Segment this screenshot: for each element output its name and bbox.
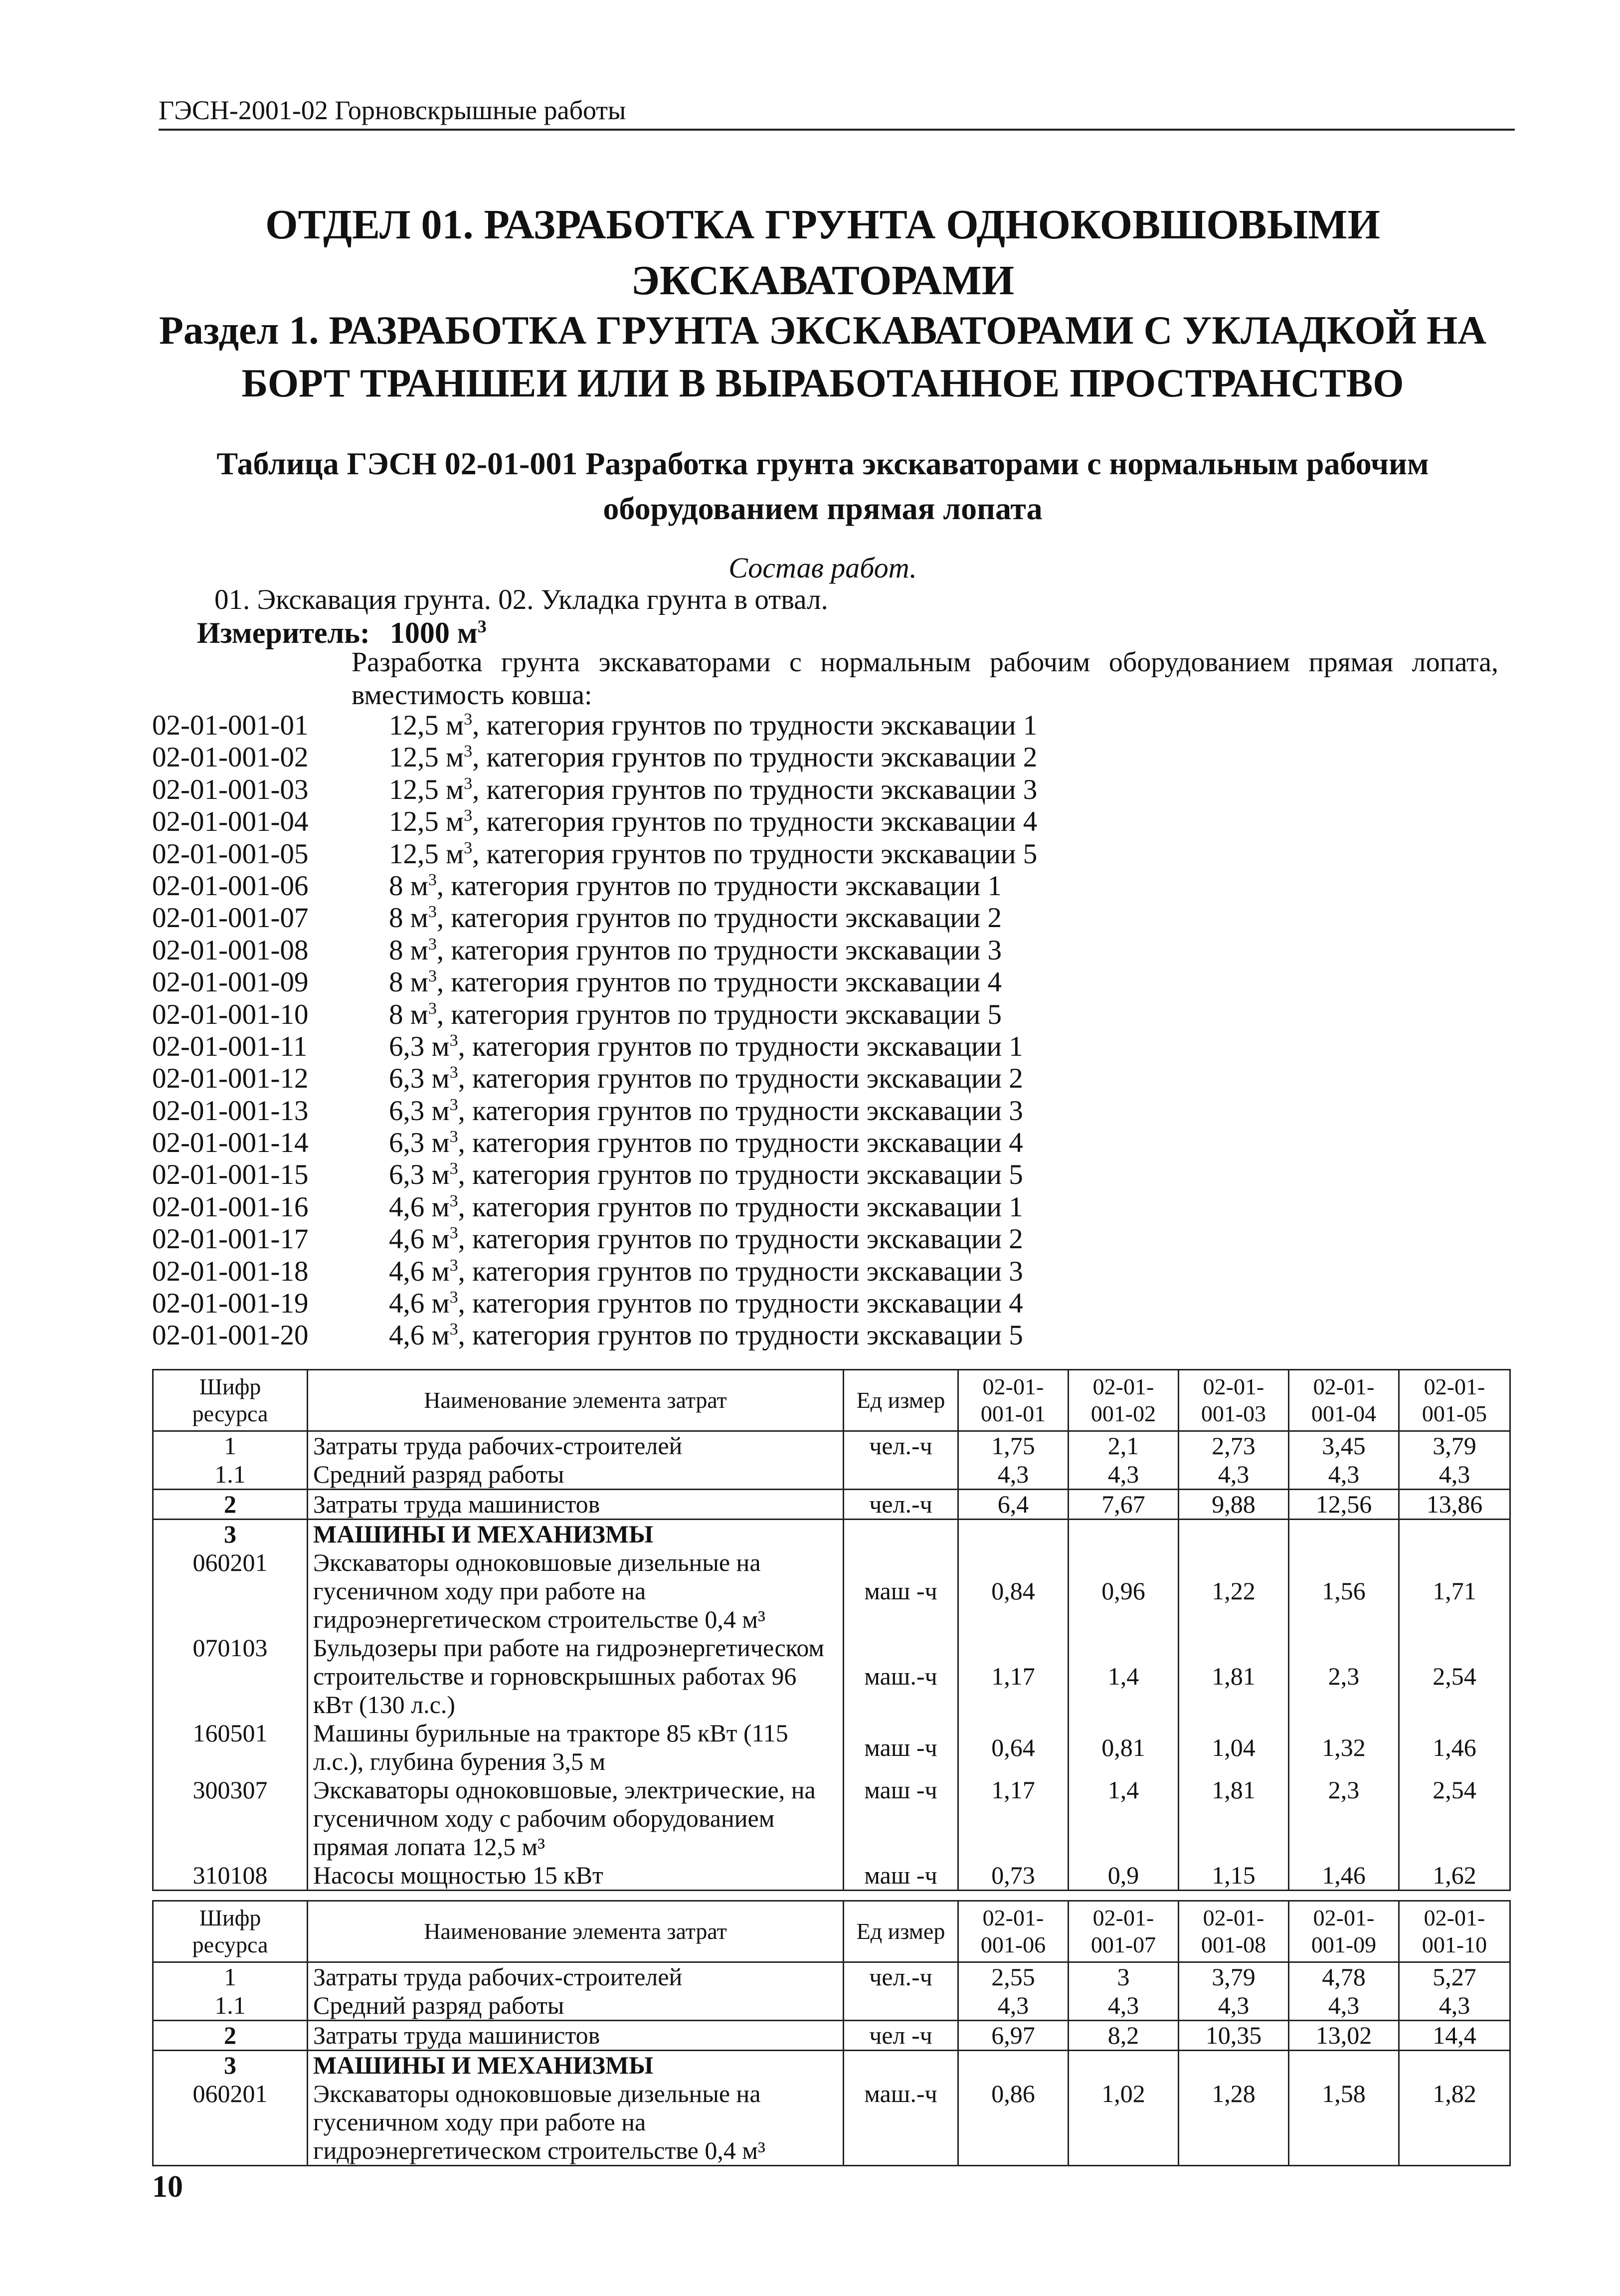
measure-value: 1000 $м^3$ [389, 616, 487, 649]
volume-exponent: 3 [449, 1128, 458, 1147]
column-header: 02-01-001-04 [1289, 1370, 1399, 1431]
resource-code: 310108 [153, 1861, 308, 1891]
column-header: Наименование элемента затрат [308, 1901, 844, 1962]
norm-value [1399, 2051, 1510, 2080]
bucket-volume: 8 м [389, 998, 428, 1030]
norm-code-row [152, 1255, 1023, 1288]
norm-value: 1,22 [1179, 1548, 1289, 1634]
table-row [153, 1460, 1510, 1490]
bucket-volume: 8 м [389, 966, 428, 998]
norm-code-row [152, 1159, 1023, 1191]
unit-of-measure: чел.-ч [844, 1431, 958, 1461]
norm-description [389, 1031, 1023, 1063]
norm-description [389, 1159, 1023, 1191]
column-header: 02-01-001-03 [1179, 1370, 1289, 1431]
column-header: 02-01-001-02 [1069, 1370, 1179, 1431]
table-row [153, 1962, 1510, 1992]
norm-code: 02-01-001-04 [152, 806, 309, 838]
resource-code: 1.1 [153, 1460, 308, 1490]
volume-exponent: 3 [464, 838, 473, 857]
column-header: 02-01-001-05 [1399, 1370, 1510, 1431]
soil-category-text: , категория грунтов по трудности экскавации 5 [436, 998, 1002, 1030]
norm-description [389, 870, 1002, 902]
norm-value: 0,64 [958, 1719, 1069, 1776]
norm-description [389, 902, 1002, 934]
table-row [153, 1991, 1510, 2021]
norm-description [389, 1256, 1023, 1288]
norm-value: 9,88 [1179, 1490, 1289, 1520]
unit-of-measure [844, 1460, 958, 1490]
norm-value: 1,81 [1179, 1776, 1289, 1861]
norm-value: 13,02 [1289, 2021, 1399, 2051]
norm-code-row [152, 998, 1002, 1031]
norm-code-row [152, 838, 1038, 870]
norm-value: 1,32 [1289, 1719, 1399, 1776]
norm-code: 02-01-001-16 [152, 1191, 309, 1223]
bucket-volume: 4,6 м [389, 1288, 450, 1320]
norm-code-row [152, 710, 1038, 742]
norm-value [1069, 2051, 1179, 2080]
table-row [153, 2080, 1510, 2166]
soil-category-text: , категория грунтов по трудности экскавации 2 [436, 902, 1002, 934]
bucket-volume: 8 м [389, 902, 428, 934]
norm-code-row [152, 1191, 1023, 1223]
volume-exponent: 3 [464, 806, 473, 825]
volume-exponent: 3 [428, 870, 437, 889]
bucket-volume: 6,3 м [389, 1159, 450, 1191]
norm-value: 1,81 [1179, 1634, 1289, 1719]
soil-category-text: , категория грунтов по трудности экскавации 5 [458, 1320, 1023, 1351]
norm-code: 02-01-001-01 [152, 710, 309, 741]
norm-code-row [152, 742, 1038, 773]
norm-code: 02-01-001-12 [152, 1063, 309, 1095]
volume-exponent: 3 [428, 967, 437, 986]
norm-code: 02-01-001-14 [152, 1127, 309, 1159]
table-row [153, 1776, 1510, 1861]
norm-value: 0,73 [958, 1861, 1069, 1891]
norm-value: 1,02 [1069, 2080, 1179, 2166]
unit-of-measure [844, 2051, 958, 2080]
norm-description [389, 1223, 1023, 1255]
norm-value: 4,3 [1179, 1991, 1289, 2021]
norm-description [389, 774, 1037, 806]
norms-intro-text: Разработка грунта экскаваторами с нормальным рабочим оборудованием прямая лопата, вместимость ковша: [352, 647, 1498, 711]
resource-code: 060201 [153, 2080, 308, 2166]
norm-value: 2,3 [1289, 1776, 1399, 1861]
norm-code-list [152, 710, 1038, 1352]
norm-code-row [152, 1320, 1023, 1351]
norm-value: 1,04 [1179, 1719, 1289, 1776]
unit-of-measure: маш -ч [844, 1776, 958, 1861]
column-header: Ед измер [844, 1370, 958, 1431]
bucket-volume: 8 м [389, 870, 428, 902]
norm-value: 6,97 [958, 2021, 1069, 2051]
resource-code: 160501 [153, 1719, 308, 1776]
section-title: Раздел 1. РАЗРАБОТКА ГРУНТА ЭКСКАВАТОРАМИ С УКЛАДКОЙ НА БОРТ ТРАНШЕИ ИЛИ В ВЫРАБОТАННОЕ ПРОСТРАНСТВО [159, 309, 1486, 405]
bucket-volume: 12,5 м [389, 773, 464, 805]
norm-description [389, 710, 1037, 742]
bucket-volume: 8 м [389, 934, 428, 966]
cost-element-name: Машины бурильные на тракторе 85 кВт (115 л.с.), глубина бурения 3,5 м [308, 1719, 844, 1776]
norm-value: 2,54 [1399, 1776, 1510, 1861]
soil-category-text: , категория грунтов по трудности экскавации 3 [436, 934, 1002, 966]
norm-code-row [152, 1063, 1023, 1095]
norm-code: 02-01-001-11 [152, 1030, 308, 1062]
norm-value: 1,56 [1289, 1548, 1399, 1634]
cost-element-name: Средний разряд работы [308, 1991, 844, 2021]
norm-value: 2,73 [1179, 1431, 1289, 1461]
norm-value: 1,58 [1289, 2080, 1399, 2166]
bucket-volume: 12,5 м [389, 838, 464, 870]
bucket-volume: 4,6 м [389, 1320, 450, 1351]
column-header: 02-01-001-01 [958, 1370, 1069, 1431]
soil-category-text: , категория грунтов по трудности экскавации 4 [436, 966, 1002, 998]
norm-value [958, 1520, 1069, 1549]
norm-code-row [152, 966, 1002, 998]
norm-value: 3 [1069, 1962, 1179, 1992]
unit-of-measure: маш.-ч [844, 2080, 958, 2166]
norm-value: 1,15 [1179, 1861, 1289, 1891]
table-row [153, 1548, 1510, 1634]
norm-value: 0,96 [1069, 1548, 1179, 1634]
volume-exponent: 3 [449, 1224, 458, 1243]
resource-code: 2 [153, 2021, 308, 2051]
soil-category-text: , категория грунтов по трудности экскавации 5 [458, 1159, 1023, 1191]
soil-category-text: , категория грунтов по трудности экскавации 5 [472, 838, 1038, 870]
bucket-volume: 12,5 м [389, 806, 464, 838]
unit-of-measure: чел.-ч [844, 1962, 958, 1992]
division-title: ОТДЕЛ 01. РАЗРАБОТКА ГРУНТА ОДНОКОВШОВЫМИ ЭКСКАВАТОРАМИ [265, 201, 1380, 304]
unit-of-measure: маш -ч [844, 1548, 958, 1634]
table-header-row [153, 1901, 1510, 1962]
soil-category-text: , категория грунтов по трудности экскавации 4 [472, 806, 1038, 838]
norm-value [1069, 1520, 1179, 1549]
volume-exponent: 3 [449, 1031, 458, 1050]
bucket-volume: 6,3 м [389, 1063, 450, 1095]
norm-value: 4,3 [958, 1460, 1069, 1490]
norm-value: 14,4 [1399, 2021, 1510, 2051]
norm-value: 0,84 [958, 1548, 1069, 1634]
norm-description [389, 742, 1037, 773]
column-header: 02-01-001-10 [1399, 1901, 1510, 1962]
table-row [153, 1861, 1510, 1891]
norm-value: 4,3 [1179, 1460, 1289, 1490]
soil-category-text: , категория грунтов по трудности экскавации 2 [472, 742, 1038, 773]
unit-of-measure: чел -ч [844, 2021, 958, 2051]
column-header: 02-01-001-09 [1289, 1901, 1399, 1962]
resource-code: 3 [153, 2051, 308, 2080]
norm-value: 0,9 [1069, 1861, 1179, 1891]
norm-value [958, 2051, 1069, 2080]
norm-value: 4,3 [1399, 1991, 1510, 2021]
norm-code-row [152, 1127, 1023, 1159]
norm-value: 1,17 [958, 1776, 1069, 1861]
norm-code-row [152, 1288, 1023, 1320]
norm-code-row [152, 806, 1038, 838]
norm-code: 02-01-001-05 [152, 838, 309, 870]
norm-value: 2,1 [1069, 1431, 1179, 1461]
volume-exponent: 3 [449, 1095, 458, 1114]
volume-exponent: 3 [449, 1191, 458, 1210]
volume-exponent: 3 [449, 1063, 458, 1082]
norm-value: 4,3 [1069, 1460, 1179, 1490]
column-header: 02-01-001-07 [1069, 1901, 1179, 1962]
norm-code-row [152, 773, 1038, 806]
norm-value: 4,3 [1289, 1991, 1399, 2021]
table-row [153, 1520, 1510, 1549]
table-row [153, 2021, 1510, 2051]
cost-element-name: МАШИНЫ И МЕХАНИЗМЫ [308, 1520, 844, 1549]
norm-description [389, 1127, 1023, 1159]
resource-code: 1.1 [153, 1991, 308, 2021]
bucket-volume: 6,3 м [389, 1127, 450, 1159]
table-row [153, 2051, 1510, 2080]
norm-code: 02-01-001-15 [152, 1159, 309, 1191]
norm-value [1179, 1520, 1289, 1549]
norm-value: 1,71 [1399, 1548, 1510, 1634]
norm-value: 2,54 [1399, 1634, 1510, 1719]
norm-value: 3,79 [1399, 1431, 1510, 1461]
norm-code: 02-01-001-09 [152, 966, 309, 998]
norm-value: 13,86 [1399, 1490, 1510, 1520]
norm-value: 4,3 [958, 1991, 1069, 2021]
cost-element-name: Затраты труда рабочих-строителей [308, 1431, 844, 1461]
volume-exponent: 3 [428, 935, 437, 954]
soil-category-text: , категория грунтов по трудности экскавации 1 [458, 1191, 1023, 1223]
bucket-volume: 6,3 м [389, 1095, 450, 1127]
norm-value: 1,4 [1069, 1776, 1179, 1861]
table-header-row [153, 1370, 1510, 1431]
cost-table-1 [152, 1369, 1511, 1891]
soil-category-text: , категория грунтов по трудности экскавации 4 [458, 1288, 1023, 1320]
running-header: ГЭСН-2001-02 Горновскрышные работы [159, 95, 1515, 131]
norm-description [389, 999, 1002, 1031]
soil-category-text: , категория грунтов по трудности экскавации 4 [458, 1127, 1023, 1159]
norm-value [1289, 1520, 1399, 1549]
column-header: 02-01-001-06 [958, 1901, 1069, 1962]
volume-exponent: 3 [464, 742, 473, 761]
norm-value: 3,45 [1289, 1431, 1399, 1461]
norm-code: 02-01-001-17 [152, 1223, 309, 1255]
norm-code-row [152, 1095, 1023, 1127]
norm-value: 0,86 [958, 2080, 1069, 2166]
cost-element-name: Бульдозеры при работе на гидроэнергетическом строительстве и горновскрышных работах 96 кВт (130 л.с.) [308, 1634, 844, 1719]
volume-exponent: 3 [464, 710, 473, 729]
volume-exponent: 3 [428, 903, 437, 922]
norm-description [389, 1288, 1023, 1320]
resource-code: 3 [153, 1520, 308, 1549]
norm-code: 02-01-001-06 [152, 870, 309, 902]
bucket-volume: 6,3 м [389, 1030, 450, 1062]
bucket-volume: 4,6 м [389, 1255, 450, 1287]
column-header: Ед измер [844, 1901, 958, 1962]
norm-code: 02-01-001-20 [152, 1320, 309, 1351]
norm-value: 1,62 [1399, 1861, 1510, 1891]
cost-element-name: Насосы мощностью 15 кВт [308, 1861, 844, 1891]
measure-unit: Измеритель: 1000 $м^3$ [197, 616, 487, 649]
resource-code: 060201 [153, 1548, 308, 1634]
resource-code: 1 [153, 1962, 308, 1992]
volume-exponent: 3 [428, 999, 437, 1018]
norm-description [389, 806, 1037, 838]
norm-code-row [152, 870, 1002, 902]
unit-of-measure: маш.-ч [844, 1634, 958, 1719]
unit-of-measure: маш -ч [844, 1861, 958, 1891]
norm-value: 1,46 [1399, 1719, 1510, 1776]
work-composition-heading: Состав работ. [728, 552, 917, 584]
norm-value: 12,56 [1289, 1490, 1399, 1520]
norm-description [389, 966, 1002, 998]
norm-value: 6,4 [958, 1490, 1069, 1520]
cost-element-name: Экскаваторы одноковшовые, электрические, на гусеничном ходу с рабочим оборудованием прямая лопата 12,5 м³ [308, 1776, 844, 1861]
soil-category-text: , категория грунтов по трудности экскавации 2 [458, 1223, 1023, 1255]
volume-exponent: 3 [449, 1320, 458, 1339]
table-row [153, 1634, 1510, 1719]
norm-value: 7,67 [1069, 1490, 1179, 1520]
column-header: 02-01-001-08 [1179, 1901, 1289, 1962]
norm-value: 1,75 [958, 1431, 1069, 1461]
soil-category-text: , категория грунтов по трудности экскавации 3 [458, 1255, 1023, 1287]
volume-exponent: 3 [464, 774, 473, 793]
page-number: 10 [152, 2170, 183, 2204]
norm-description [389, 1063, 1023, 1095]
table-title: Таблица ГЭСН 02-01-001 Разработка грунта экскаваторами с нормальным рабочим оборудованием прямая лопата [216, 446, 1429, 526]
norm-code-row [152, 1030, 1023, 1063]
norm-value: 4,78 [1289, 1962, 1399, 1992]
work-composition-text: 01. Экскавация грунта. 02. Укладка грунта в отвал. [214, 584, 828, 615]
norm-code-row [152, 902, 1002, 934]
norm-value: 1,4 [1069, 1634, 1179, 1719]
norm-description [389, 1191, 1023, 1223]
norm-code-row [152, 934, 1002, 966]
norm-code: 02-01-001-02 [152, 742, 309, 773]
column-header: Шифр ресурса [153, 1370, 308, 1431]
norm-value: 4,3 [1399, 1460, 1510, 1490]
norm-value: 1,82 [1399, 2080, 1510, 2166]
cost-element-name: МАШИНЫ И МЕХАНИЗМЫ [308, 2051, 844, 2080]
norm-value: 8,2 [1069, 2021, 1179, 2051]
column-header: Шифр ресурса [153, 1901, 308, 1962]
norm-code-row [152, 1223, 1023, 1255]
bucket-volume: 12,5 м [389, 710, 464, 741]
norm-code: 02-01-001-19 [152, 1288, 309, 1320]
norm-code: 02-01-001-03 [152, 773, 309, 805]
table-row [153, 1431, 1510, 1461]
norm-code: 02-01-001-18 [152, 1255, 309, 1287]
cost-element-name: Средний разряд работы [308, 1460, 844, 1490]
norm-description [389, 1320, 1023, 1351]
unit-of-measure: чел.-ч [844, 1490, 958, 1520]
cost-element-name: Затраты труда машинистов [308, 1490, 844, 1520]
norm-value: 1,17 [958, 1634, 1069, 1719]
norm-code: 02-01-001-10 [152, 998, 309, 1030]
norm-value [1289, 2051, 1399, 2080]
norm-code: 02-01-001-07 [152, 902, 309, 934]
resource-code: 1 [153, 1431, 308, 1461]
norm-value: 10,35 [1179, 2021, 1289, 2051]
table-row [153, 1719, 1510, 1776]
norm-description [389, 1095, 1023, 1127]
norm-value: 4,3 [1289, 1460, 1399, 1490]
volume-exponent: 3 [449, 1159, 458, 1178]
bucket-volume: 4,6 м [389, 1191, 450, 1223]
norm-value [1179, 2051, 1289, 2080]
norm-value: 4,3 [1069, 1991, 1179, 2021]
volume-exponent: 3 [449, 1256, 458, 1275]
norm-value: 5,27 [1399, 1962, 1510, 1992]
soil-category-text: , категория грунтов по трудности экскавации 1 [436, 870, 1002, 902]
volume-exponent: 3 [449, 1288, 458, 1307]
soil-category-text: , категория грунтов по трудности экскавации 3 [472, 773, 1038, 805]
norm-value: 3,79 [1179, 1962, 1289, 1992]
bucket-volume: 4,6 м [389, 1223, 450, 1255]
norm-value: 2,55 [958, 1962, 1069, 1992]
norm-description [389, 838, 1037, 870]
norm-description [389, 935, 1002, 966]
norm-value: 1,46 [1289, 1861, 1399, 1891]
norm-value: 1,28 [1179, 2080, 1289, 2166]
unit-of-measure: маш -ч [844, 1719, 958, 1776]
resource-code: 070103 [153, 1634, 308, 1719]
cost-element-name: Экскаваторы одноковшовые дизельные на гусеничном ходу при работе на гидроэнергетическом строительстве 0,4 м³ [308, 2080, 844, 2166]
cost-table-2 [152, 1900, 1511, 2166]
cost-element-name: Экскаваторы одноковшовые дизельные на гусеничном ходу при работе на гидроэнергетическом строительстве 0,4 м³ [308, 1548, 844, 1634]
table-row [153, 1490, 1510, 1520]
bucket-volume: 12,5 м [389, 742, 464, 773]
resource-code: 300307 [153, 1776, 308, 1861]
soil-category-text: , категория грунтов по трудности экскавации 2 [458, 1063, 1023, 1095]
resource-code: 2 [153, 1490, 308, 1520]
cost-element-name: Затраты труда рабочих-строителей [308, 1962, 844, 1992]
soil-category-text: , категория грунтов по трудности экскавации 1 [472, 710, 1038, 741]
norm-code: 02-01-001-08 [152, 934, 309, 966]
unit-of-measure [844, 1520, 958, 1549]
soil-category-text: , категория грунтов по трудности экскавации 3 [458, 1095, 1023, 1127]
norm-value: 2,3 [1289, 1634, 1399, 1719]
soil-category-text: , категория грунтов по трудности экскавации 1 [458, 1030, 1023, 1062]
column-header: Наименование элемента затрат [308, 1370, 844, 1431]
norm-code: 02-01-001-13 [152, 1095, 309, 1127]
norm-value [1399, 1520, 1510, 1549]
unit-of-measure [844, 1991, 958, 2021]
norm-value: 0,81 [1069, 1719, 1179, 1776]
cost-element-name: Затраты труда машинистов [308, 2021, 844, 2051]
